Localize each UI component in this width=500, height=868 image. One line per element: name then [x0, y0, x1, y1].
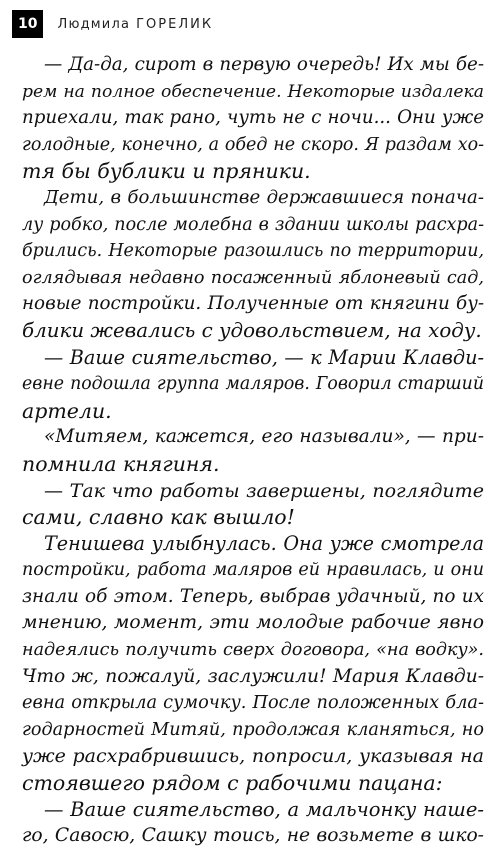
text-line: Что ж, пожалуй, заслужили! Мария Клавди-: [22, 665, 484, 687]
running-head: [57, 17, 213, 32]
text-line: брились. Некоторые разошлись по территории,: [22, 241, 484, 262]
text-line: евне подошла группа маляров. Говорил старший: [22, 374, 484, 395]
body-text: [22, 52, 484, 850]
text-line: Тенишева улыбнулась. Она уже смотрела: [44, 531, 484, 555]
text-line: приехали, так рано, чуть не с ночи... Они уже: [22, 107, 484, 129]
text-line: тя бы бублики и пряники.: [22, 159, 311, 184]
text-line: стоявшего рядом с рабочими пацана:: [22, 771, 443, 796]
text-line: надеялись получить сверх договора, «на водку».: [22, 640, 484, 661]
text-line: го, Савосю, Сашку тоись, не возьмете в шко-: [22, 825, 484, 847]
text-line: уже расхрабрившись, попросил, указывая на: [22, 745, 484, 768]
author-last-name: ГОРЕЛИК: [136, 16, 214, 32]
text-line: новые постройки. Полученные от княгини бу-: [22, 293, 484, 315]
text-line: помнила княгиня.: [22, 451, 220, 476]
text-line: лу робко, после молебна в здании школы расхра-: [22, 214, 484, 235]
text-line: постройки, работа маляров ей нравилась, и они: [22, 560, 484, 581]
text-line: оглядывая недавно посаженный яблоневый сад,: [22, 267, 484, 288]
text-line: «Митяем, кажется, его называли», — при-: [44, 426, 484, 448]
text-line: — Да-да, сирот в первую очередь! Их мы бе-: [44, 54, 484, 75]
text-line: артели.: [22, 398, 112, 423]
text-line: годарностей Митяй, продолжая кланяться, но: [22, 719, 484, 740]
text-line: — Ваше сиятельство, — к Марии Клавди-: [44, 345, 484, 369]
text-line: мнению, момент, эти молодые рабочие явно: [22, 612, 484, 634]
text-line: Дети, в большинстве державшиеся понача-: [44, 186, 484, 208]
text-line: — Так что работы завершены, поглядите: [44, 479, 484, 502]
page-number: 10: [12, 10, 43, 38]
text-line: сами, славно как вышло!: [22, 505, 295, 530]
page-header: [12, 10, 213, 38]
text-line: знали об этом. Теперь, выбрав удачный, по их: [22, 585, 484, 607]
text-line: рем на полное обеспечение. Некоторые издалека: [22, 81, 484, 102]
author-first-name: Людмила: [57, 16, 131, 32]
text-line: блики жевались с удовольствием, на ходу.: [22, 318, 482, 342]
text-line: — Ваше сиятельство, а мальчонку наше-: [44, 797, 484, 821]
text-line: голодные, конечно, а обед не скоро. Я раздам хо-: [22, 134, 484, 155]
text-line: евна открыла сумочку. После положенных бла-: [22, 693, 484, 714]
